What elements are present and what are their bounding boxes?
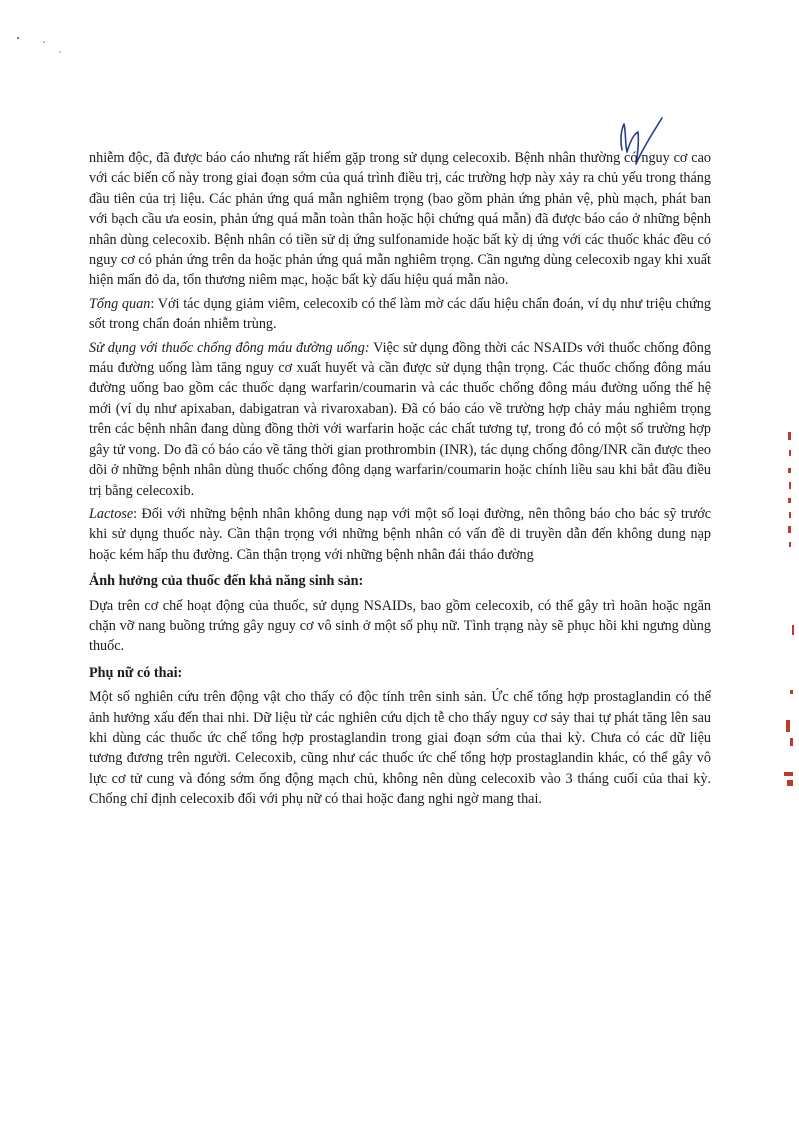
paragraph-text: : Đối với những bệnh nhân không dung nạp với một số loại đường, nên thông báo cho bác sỹ trước khi sử dụng thuốc này. Cần thận trọng với những bệnh nhân có vấn đề di truyền dẫn đến không dung nạp hoặc kém hấp thu đường. Cần thận trọng với những bệnh nhân đái tháo đường xyxy=(89,505,711,563)
paragraph-lead: Sử dụng với thuốc chống đông máu đường uống: xyxy=(89,339,370,356)
section-heading-pregnancy: Phụ nữ có thai: xyxy=(89,664,183,681)
paragraph-lead: Lactose xyxy=(89,505,134,522)
paragraph-text: Việc sử dụng đồng thời các NSAIDs với thuốc chống đông máu đường uống làm tăng nguy cơ xuất huyết và cần được sử dụng thận trọng. Các thuốc chống đông máu đường uống bao gồm các thuốc dạng warfarin/coumarin và các thuốc chống đông máu đường uống thế hệ mới (ví dụ như apixaban, dabigatran và rivaroxaban). Đã có báo cáo về trường hợp chảy máu nghiêm trọng trên các bệnh nhân đang dùng đồng thời với warfarin hoặc các chất tương tự, trong đó có một số trường hợp gây tử vong. Do đã có báo cáo về tăng thời gian prothrombin (INR), tác dụng chống đông/INR cần được theo dõi ở những bệnh nhân dùng thuốc chống đông dạng warfarin/coumarin hoặc chính liều sau khi bắt đầu điều trị bằng celecoxib. xyxy=(89,339,711,499)
paragraph-hypersensitivity xyxy=(89,148,711,291)
paragraph-lactose xyxy=(89,504,711,565)
page-edge-stamp-marks xyxy=(780,420,799,800)
paragraph-pregnancy: Một số nghiên cứu trên động vật cho thấy có độc tính trên sinh sản. Ức chế tổng hợp prostaglandin có thể ảnh hưởng xấu đến thai nhi. Dữ liệu từ các nghiên cứu dịch tễ cho thấy nguy cơ sảy thai tự phát tăng lên sau khi dùng các thuốc ức chế tổng hợp prostaglandin trong giai đoạn sớm của thai kỳ. Chưa có các dữ liệu tương đương trên người. Celecoxib, cũng như các thuốc ức chế tổng hợp prostaglandin khác, có thể gây vô lực cơ tử cung và đóng sớm ống động mạch chủ, không nên dùng celecoxib vào 3 tháng cuối của thai kỳ. Chống chỉ định celecoxib đối với phụ nữ có thai hoặc đang nghi ngờ mang thai. xyxy=(89,689,711,808)
section-heading-fertility: Ảnh hưởng của thuốc đến khả năng sinh sản: xyxy=(89,573,364,590)
paragraph-lead: Tổng quan xyxy=(89,295,151,312)
document-body xyxy=(89,148,711,813)
paragraph-overview xyxy=(89,294,711,335)
paragraph-fertility: Dựa trên cơ chế hoạt động của thuốc, sử dụng NSAIDs, bao gồm celecoxib, có thể gây trì hoãn hoặc ngăn chặn vỡ nang buồng trứng gây nguy cơ vô sinh ở một số phụ nữ. Tình trạng này sẽ phục hồi khi ngưng dùng thuốc. xyxy=(89,597,711,655)
scan-speck-marks xyxy=(0,0,80,60)
paragraph-oral-anticoagulants xyxy=(89,338,711,501)
paragraph-text: : Với tác dụng giảm viêm, celecoxib có thể làm mờ các dấu hiệu chẩn đoán, ví dụ như triệu chứng sốt trong chẩn đoán nhiễm trùng. xyxy=(89,295,711,333)
paragraph-text: nhiễm độc, đã được báo cáo nhưng rất hiếm gặp trong sử dụng celecoxib. Bệnh nhân thường có nguy cơ cao với các biến cố này trong giai đoạn sớm của quá trình điều trị, các trường hợp này xảy ra chủ yếu trong tháng đầu tiên của trị liệu. Các phản ứng quá mẫn nghiêm trọng (bao gồm phản ứng phản vệ, phù mạch, phát ban với bạch cầu ưa eosin, phản ứng quá mẫn toàn thân hoặc hội chứng quá mẫn) đã được báo cáo ở những bệnh nhân dùng celecoxib. Bệnh nhân có tiền sử dị ứng sulfonamide hoặc bất kỳ dị ứng với các thuốc khác đều có nguy cơ có phản ứng trên da hoặc phản ứng quá mẫn nghiêm trọng. Cần ngưng dùng celecoxib ngay khi xuất hiện mẩn đỏ da, tổn thương niêm mạc, hoặc bất kỳ dấu hiệu quá mẫn nào. xyxy=(89,150,711,289)
